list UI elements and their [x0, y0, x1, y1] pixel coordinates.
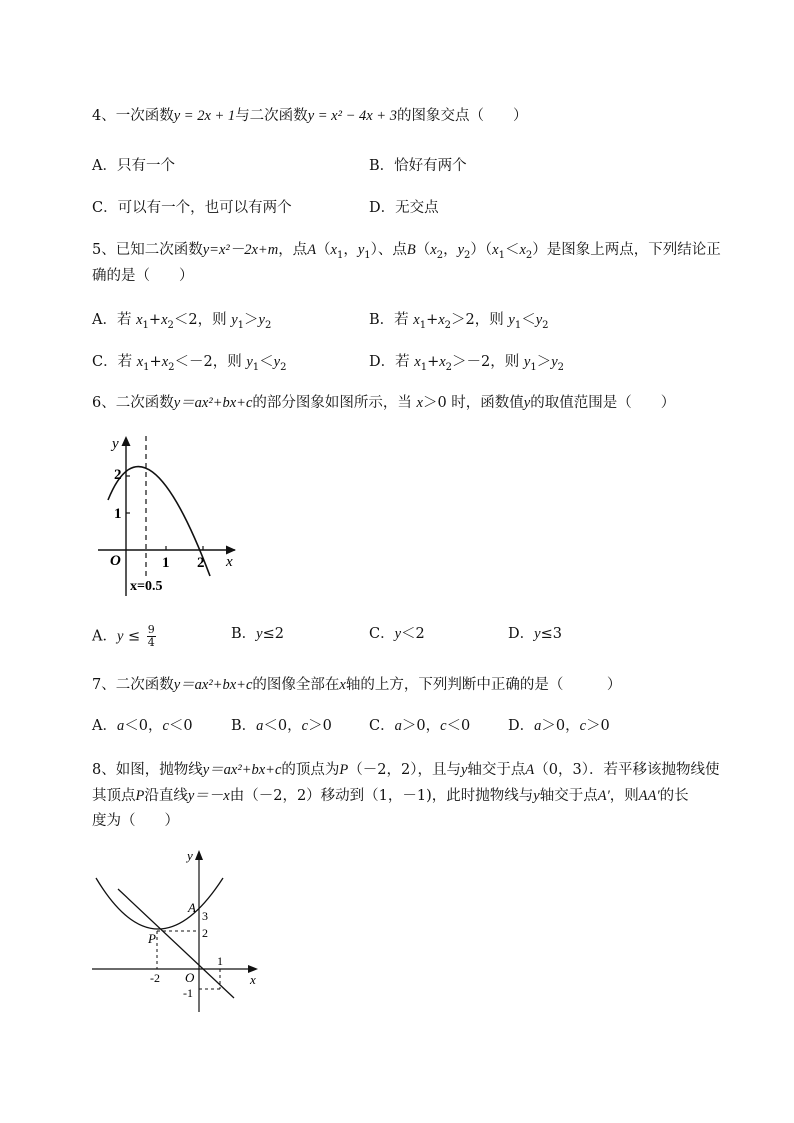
q6-parabola — [108, 467, 210, 576]
q6-tick-x2: 2 — [197, 555, 205, 571]
q4-option-b[interactable]: B．恰好有两个 — [369, 158, 467, 174]
q5-stem-line1: 5、已知二次函数y=x²－2x+m，点$A(x_1$，$y_1$）、点$B(x_2$，$y_2)(x_1<x_2)$是图象上两点，下列结论正 — [92, 242, 721, 261]
q8-origin: O — [185, 970, 195, 985]
q6-tick-y1: 1 — [114, 506, 122, 522]
q7-stem: 7、二次函数y＝ax²+bx+c的图像全部在x轴的上方，下列判断中正确的是（ ） — [92, 677, 622, 693]
q8-tick-neg1: -1 — [183, 986, 193, 1000]
q7-option-a[interactable]: A．a＜0，c＜0 — [92, 718, 193, 734]
q8-label-P: P — [148, 931, 156, 946]
q6-option-b[interactable]: B．y≤2 — [231, 626, 284, 642]
q6-option-a-fraction: $\frac{9}{4}$ — [147, 623, 155, 649]
q8-tick-2: 2 — [202, 926, 208, 940]
q7-option-d[interactable]: D．a＞0，c＞0 — [508, 718, 610, 734]
q4-option-c[interactable]: C．可以有一个，也可以有两个 — [92, 200, 292, 216]
q6-x-label: x — [226, 554, 233, 570]
q6-option-c[interactable]: C．y＜2 — [369, 626, 425, 642]
q4-option-a[interactable]: A．只有一个 — [92, 158, 175, 174]
q8-tick-1: 1 — [217, 954, 223, 968]
q6-y-label: y — [112, 436, 119, 452]
q8-stem-line1: 8、如图，抛物线y＝ax²+bx+c的顶点为P（－2，2），且与y轴交于点A（0，3）．若平移该抛物线使 — [92, 762, 720, 778]
q8-line-y-neg-x — [118, 889, 234, 998]
q4-linear-function: y = 2x + 1 — [173, 108, 236, 124]
q7-option-c[interactable]: C．a＞0，c＜0 — [369, 718, 471, 734]
q6-tick-y2: 2 — [114, 467, 122, 483]
q6-option-a[interactable]: A．y ≤ $\frac{9}{4}$ — [92, 623, 155, 649]
q8-x-label: x — [250, 972, 256, 987]
q7-option-b[interactable]: B．a＜0，c＞0 — [231, 718, 332, 734]
q6-origin: O — [110, 553, 121, 569]
q8-tick-3: 3 — [202, 909, 208, 923]
q6-figure — [90, 428, 250, 600]
q6-option-d[interactable]: D．y≤3 — [508, 626, 562, 642]
q4-mid: 与二次函数 — [235, 108, 308, 124]
q6-y-arrow — [122, 436, 131, 446]
q5-option-b[interactable]: B．若 $x_1+x_2>2$，则 $y_1<y_2$ — [369, 312, 549, 331]
q5-stem-line2: 确的是（ ） — [92, 268, 194, 284]
q5-option-d[interactable]: D．若 $x_1+x_2>-2$，则 $y_1>y_2$ — [369, 354, 564, 373]
q6-axis-note: x=0.5 — [130, 579, 163, 594]
q4-suffix: 的图象交点（ ） — [396, 108, 528, 124]
q5-option-c[interactable]: C．若 $x_1+x_2<-2$，则 $y_1<y_2$ — [92, 354, 287, 373]
q8-figure — [88, 846, 268, 1016]
q6-tick-x1: 1 — [162, 555, 170, 571]
q8-stem-line3: 度为（ ） — [92, 813, 179, 829]
q5-option-a[interactable]: A．若 $x_1+x_2<2$，则 $y_1>y_2$ — [92, 312, 272, 331]
q8-tick-neg2: -2 — [150, 971, 160, 985]
q4-stem — [92, 106, 527, 126]
q4-quadratic-function: y = x² − 4x + 3 — [307, 108, 397, 124]
q8-y-arrow — [195, 850, 203, 860]
q4-prefix: 4、一次函数 — [92, 108, 174, 124]
q4-option-d[interactable]: D．无交点 — [369, 200, 439, 216]
q8-stem-line2: 其顶点P沿直线y＝－x由（－2，2）移动到（1，－1)，此时抛物线与y轴交于点A′，则AA′的长 — [92, 788, 689, 804]
q8-y-label: y — [187, 848, 193, 863]
q6-stem: 6、二次函数y＝ax²+bx+c的部分图象如图所示，当 x＞0 时，函数值y的取值范围是（ ） — [92, 395, 676, 411]
q8-label-A: A — [188, 900, 196, 915]
